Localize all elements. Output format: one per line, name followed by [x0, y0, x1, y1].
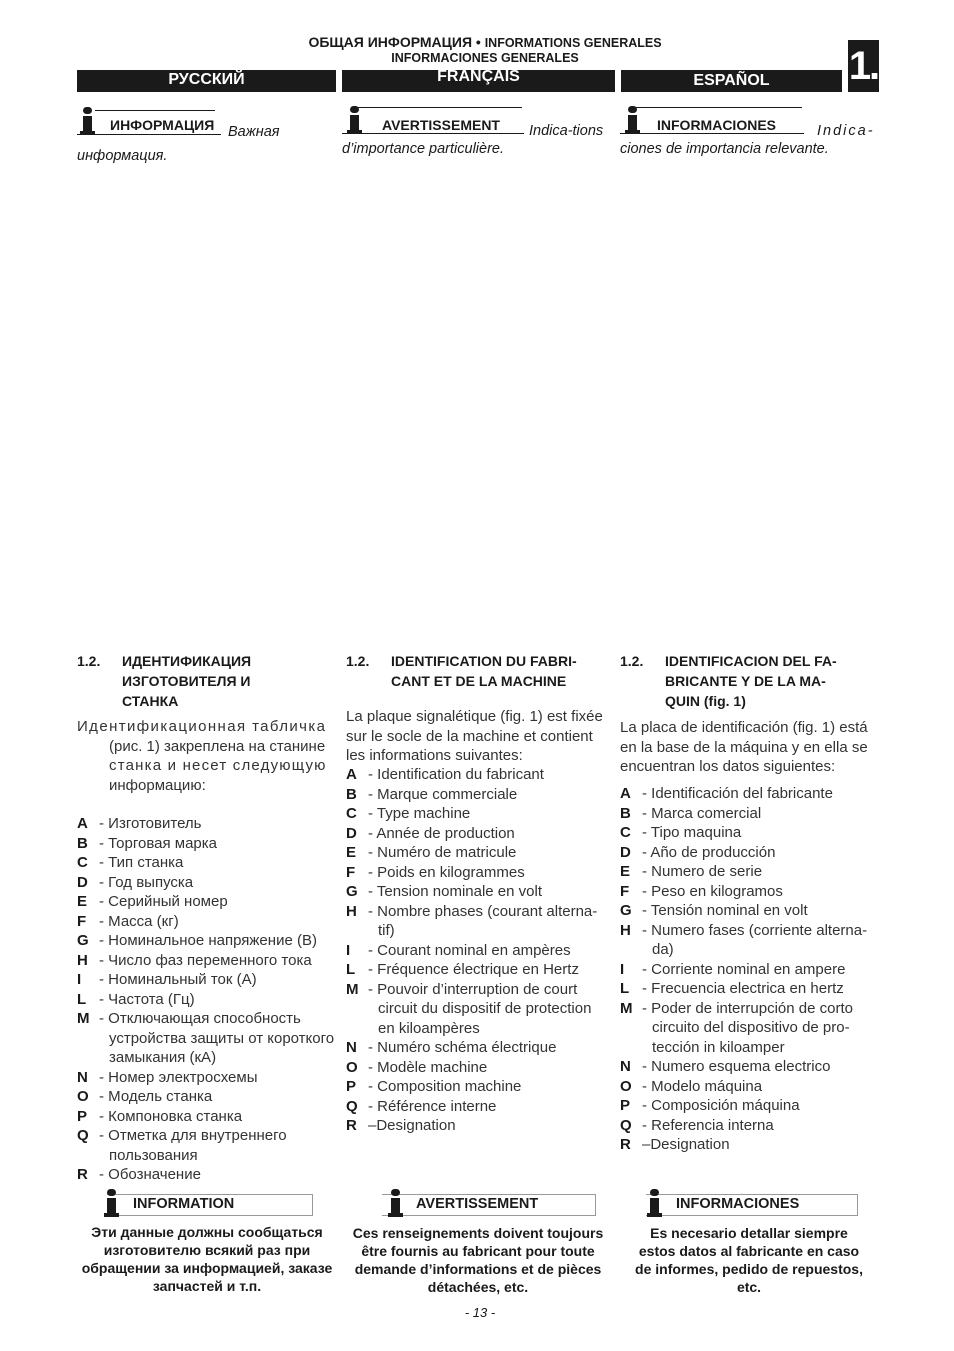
item-letter: G [77, 932, 89, 949]
warning-trail-es: Indica- [817, 123, 875, 139]
list-item [620, 921, 882, 960]
warning-label-fr: AVERTISSEMENT [382, 117, 500, 133]
list-item [346, 902, 616, 941]
intro-line: (рис. 1) закреплена на станине [109, 737, 326, 755]
item-letter: H [346, 902, 357, 920]
item-description: - Poids en kilogrammes [368, 863, 525, 881]
intro-paragraph-es [620, 718, 882, 777]
language-bar-french: FRANÇAIS [342, 70, 615, 92]
item-description: - Numero fases (corriente alterna- [642, 921, 868, 939]
data-list-ru [77, 814, 339, 1185]
section-title-line: СТАНКА [122, 693, 179, 709]
item-letter: H [77, 951, 88, 969]
item-letter: I [77, 971, 82, 988]
item-description: - Modelo máquina [642, 1077, 763, 1095]
list-item [620, 999, 882, 1058]
item-description: –Designation [368, 1117, 456, 1134]
list-item [77, 1165, 339, 1185]
info-icon [388, 1189, 400, 1217]
item-description: - Год выпуска [99, 873, 194, 891]
item-description: - Referencia interna [642, 1116, 774, 1134]
data-list-es [620, 784, 882, 1155]
info-icon [347, 106, 359, 134]
info-box-text-ru [73, 1223, 341, 1295]
list-item [346, 1058, 616, 1078]
warning-text-fr: d’importance particulière. [342, 141, 504, 157]
item-letter: Q [620, 1116, 632, 1134]
item-letter: L [77, 990, 87, 1008]
item-description: - Отметка для внутреннего [99, 1127, 287, 1144]
info-box-line: обращении за информацией, заказе [81, 1260, 333, 1276]
item-letter: G [346, 883, 358, 900]
section-heading-ru [77, 651, 337, 713]
item-description: - Composition machine [368, 1078, 522, 1095]
item-description: - Numéro schéma électrique [368, 1039, 557, 1056]
list-item [346, 863, 616, 883]
intro-line: информацию: [109, 776, 206, 794]
list-item [620, 960, 882, 980]
item-description: - Число фаз переменного тока [99, 951, 312, 969]
item-letter: O [620, 1077, 632, 1095]
list-item [346, 785, 616, 805]
section-number: 1.2. [346, 653, 370, 669]
intro-line: en la base de la máquina y en ella se [620, 738, 868, 756]
item-description: - Pouvoir d’interruption de court [368, 980, 578, 998]
info-icon [625, 106, 637, 134]
intro-paragraph-ru [77, 717, 337, 795]
warning-note-es [620, 104, 880, 157]
list-item [346, 1116, 616, 1136]
item-letter: O [346, 1058, 358, 1076]
chapter-number: 1. [848, 40, 879, 92]
item-letter: N [346, 1039, 357, 1056]
item-description: - Торговая марка [99, 834, 217, 852]
info-box-label-ru: INFORMATION [133, 1196, 235, 1212]
item-description: - Marque commerciale [368, 785, 518, 803]
info-box-ru [77, 1194, 313, 1216]
info-box-line: détachées, etc. [427, 1279, 529, 1295]
intro-line: La plaque signalétique (fig. 1) est fixée [346, 708, 603, 725]
item-letter: Q [346, 1097, 358, 1115]
item-letter: O [77, 1088, 89, 1105]
item-description: tección in kiloamper [652, 1038, 785, 1056]
info-box-text-fr [340, 1224, 616, 1296]
section-title-line: CANT ET DE LA MACHINE [391, 673, 567, 689]
item-letter: D [346, 824, 357, 842]
item-description: - Fréquence électrique en Hertz [368, 961, 579, 978]
item-description: - Tension nominale en volt [368, 883, 542, 900]
item-description: - Type machine [368, 805, 471, 822]
list-item [77, 912, 339, 932]
language-bar-russian: РУССКИЙ [77, 70, 336, 92]
list-item [620, 1057, 882, 1077]
item-letter: B [620, 804, 631, 822]
item-description: - Modèle machine [368, 1058, 488, 1076]
intro-line: les informations suivantes: [346, 747, 523, 764]
item-letter: L [346, 961, 356, 978]
item-letter: B [346, 785, 357, 803]
item-description: - Poder de interrupción de corto [642, 999, 853, 1017]
item-letter: P [620, 1097, 631, 1114]
item-letter: I [346, 941, 351, 959]
info-box-es [620, 1194, 858, 1216]
item-letter: I [620, 960, 625, 978]
item-letter: M [346, 980, 359, 998]
item-description: - Номер электросхемы [99, 1068, 258, 1086]
item-letter: M [620, 999, 633, 1017]
intro-line: encuentran los datos siguientes: [620, 758, 836, 775]
info-box-line: изготовителю всякий раз при [103, 1242, 311, 1258]
item-description: - Модель станка [99, 1088, 213, 1105]
list-item [620, 882, 882, 902]
item-description: - Серийный номер [99, 893, 228, 910]
info-box-line: Эти данные должны сообщаться [91, 1224, 323, 1240]
info-box-text-es [618, 1224, 880, 1296]
list-item [346, 804, 616, 824]
info-icon [104, 1189, 116, 1217]
page-number: - 13 - [464, 1305, 496, 1320]
warning-text-es: ciones de importancia relevante. [620, 141, 829, 157]
info-box-label-es: INFORMACIONES [676, 1196, 800, 1212]
item-letter: D [620, 843, 631, 861]
item-description: - Composición máquina [642, 1097, 800, 1114]
list-item [346, 1097, 616, 1117]
item-description: - Identification du fabricant [368, 766, 544, 783]
item-letter: C [620, 824, 631, 841]
list-item [346, 980, 616, 1039]
header-title-main: ОБЩАЯ ИНФОРМАЦИЯ • [308, 34, 481, 50]
item-letter: A [620, 785, 631, 802]
list-item [620, 804, 882, 824]
item-letter: C [346, 805, 357, 822]
list-item [620, 1096, 882, 1116]
list-item [77, 1107, 339, 1127]
warning-text-ru: информация. [77, 148, 168, 164]
item-letter: P [77, 1107, 88, 1125]
header-subtitle-es: INFORMACIONES GENERALES [391, 51, 579, 65]
section-heading-es [620, 651, 880, 713]
list-item [346, 765, 616, 785]
info-icon [647, 1189, 659, 1217]
item-letter: M [77, 1010, 90, 1027]
item-letter: A [346, 766, 357, 783]
section-title-line: BRICANTE Y DE LA MA- [665, 673, 826, 689]
item-letter: A [77, 815, 88, 832]
info-box-line: etc. [736, 1279, 762, 1295]
item-description: устройства защиты от короткого [109, 1029, 335, 1047]
list-item [346, 941, 616, 961]
header-title-fr: INFORMATIONS GENERALES [484, 36, 662, 50]
warning-label-ru: ИНФОРМАЦИЯ [110, 117, 215, 133]
item-description: - Año de producción [642, 843, 776, 861]
list-item [346, 960, 616, 980]
item-description: - Компоновка станка [99, 1107, 243, 1125]
item-letter: E [346, 844, 357, 861]
info-box-line: demande d’informations et de pièces [354, 1261, 602, 1277]
item-description: da) [652, 941, 674, 958]
item-description: - Corriente nominal en ampere [642, 960, 846, 978]
item-description: - Масса (кг) [99, 912, 179, 930]
list-item [77, 951, 339, 971]
item-description: en kiloampères [378, 1019, 480, 1037]
list-item [620, 823, 882, 843]
list-item [77, 873, 339, 893]
item-letter: C [77, 854, 88, 871]
section-title-line: ИЗГОТОВИТЕЛЯ И [122, 673, 251, 689]
section-number: 1.2. [620, 653, 644, 669]
item-description: замыкания (кА) [109, 1049, 217, 1066]
item-description: - Peso en kilogramos [642, 882, 783, 900]
list-item [77, 1087, 339, 1107]
list-item [346, 1077, 616, 1097]
item-description: - Référence interne [368, 1097, 497, 1115]
item-description: - Частота (Гц) [99, 990, 195, 1008]
item-letter: L [620, 980, 630, 997]
item-description: - Numero de serie [642, 863, 763, 880]
item-description: - Номинальное напряжение (В) [99, 932, 317, 949]
header-title [200, 35, 770, 51]
item-description: - Courant nominal en ampères [368, 941, 571, 959]
item-description: - Nombre phases (courant alterna- [368, 902, 598, 920]
list-item [77, 970, 339, 990]
item-description: circuit du dispositif de protection [378, 1000, 592, 1017]
item-description: circuito del dispositivo de pro- [652, 1019, 850, 1036]
item-letter: E [77, 893, 88, 910]
item-description: - Numero esquema electrico [642, 1058, 831, 1075]
warning-trail-fr: Indica-tions [529, 123, 604, 139]
item-description: - Изготовитель [99, 815, 202, 832]
info-box-label-fr: AVERTISSEMENT [416, 1196, 539, 1212]
list-item [620, 1077, 882, 1097]
intro-paragraph-fr [346, 707, 616, 766]
info-box-fr [360, 1194, 596, 1216]
list-item [77, 853, 339, 873]
item-letter: R [620, 1136, 631, 1153]
list-item [620, 843, 882, 863]
warning-label-es: INFORMACIONES [657, 117, 776, 133]
list-item [77, 814, 339, 834]
item-letter: Q [77, 1127, 89, 1144]
intro-line: станка и несет следующую [109, 757, 327, 774]
item-description: - Marca comercial [642, 804, 762, 822]
list-item [620, 1116, 882, 1136]
item-letter: E [620, 863, 631, 880]
info-box-line: Ces renseignements doivent toujours [352, 1225, 604, 1241]
item-description: - Année de production [368, 824, 515, 842]
item-description: - Номинальный ток (А) [99, 971, 257, 988]
item-description: tif) [378, 922, 395, 939]
item-letter: F [77, 912, 87, 930]
intro-line: La placa de identificación (fig. 1) está [620, 719, 868, 736]
language-bar-spanish: ESPAÑOL [621, 70, 842, 92]
item-description: - Frecuencia electrica en hertz [642, 980, 844, 997]
list-item [77, 1068, 339, 1088]
item-letter: F [346, 863, 356, 881]
list-item [620, 862, 882, 882]
list-item [77, 990, 339, 1010]
item-description: пользования [109, 1146, 198, 1164]
list-item [620, 979, 882, 999]
item-description: - Numéro de matricule [368, 844, 517, 861]
section-title-line: IDENTIFICATION DU FABRI- [391, 653, 577, 669]
item-description: - Tensión nominal en volt [642, 902, 808, 919]
item-description: - Отключающая способность [99, 1010, 301, 1027]
list-item [346, 1038, 616, 1058]
intro-line: Идентификационная табличка [77, 718, 327, 735]
list-item [346, 843, 616, 863]
item-letter: B [77, 834, 88, 852]
list-item [77, 892, 339, 912]
section-title-line: QUIN (fig. 1) [665, 693, 746, 709]
list-item [620, 1135, 882, 1155]
list-item [77, 1126, 339, 1165]
info-box-line: estos datos al fabricante en caso [638, 1243, 860, 1259]
data-list-fr [346, 765, 616, 1136]
list-item [620, 901, 882, 921]
intro-line: sur le socle de la machine et contient [346, 727, 593, 745]
warning-note-ru [77, 107, 337, 164]
warning-note-fr [342, 104, 617, 157]
item-description: –Designation [642, 1136, 730, 1153]
item-letter: H [620, 921, 631, 939]
item-letter: P [346, 1078, 357, 1095]
info-icon [80, 107, 92, 135]
info-box-line: Es necesario detallar siempre [650, 1225, 848, 1241]
item-letter: R [346, 1117, 357, 1134]
list-item [346, 882, 616, 902]
section-heading-fr [346, 651, 616, 693]
item-letter: D [77, 873, 88, 891]
item-letter: N [77, 1068, 88, 1086]
section-title-line: IDENTIFICACION DEL FA- [665, 653, 837, 669]
section-title-line: ИДЕНТИФИКАЦИЯ [122, 653, 252, 669]
item-letter: R [77, 1166, 88, 1183]
list-item [77, 834, 339, 854]
info-box-line: être fournis au fabricant pour toute [361, 1243, 595, 1259]
info-box-line: de informes, pedido de repuestos, [635, 1261, 863, 1277]
item-letter: F [620, 882, 630, 900]
item-description: - Tipo maquina [642, 824, 742, 841]
section-number: 1.2. [77, 653, 101, 669]
list-item [77, 931, 339, 951]
list-item [346, 824, 616, 844]
list-item [77, 1009, 339, 1068]
item-letter: N [620, 1058, 631, 1075]
list-item [620, 784, 882, 804]
item-description: - Тип станка [99, 854, 184, 871]
warning-trail-ru: Важная [228, 124, 280, 140]
item-description: - Identificación del fabricante [642, 785, 833, 802]
item-letter: G [620, 902, 632, 919]
info-box-line: запчастей и т.п. [152, 1278, 262, 1294]
item-description: - Обозначение [99, 1166, 201, 1183]
